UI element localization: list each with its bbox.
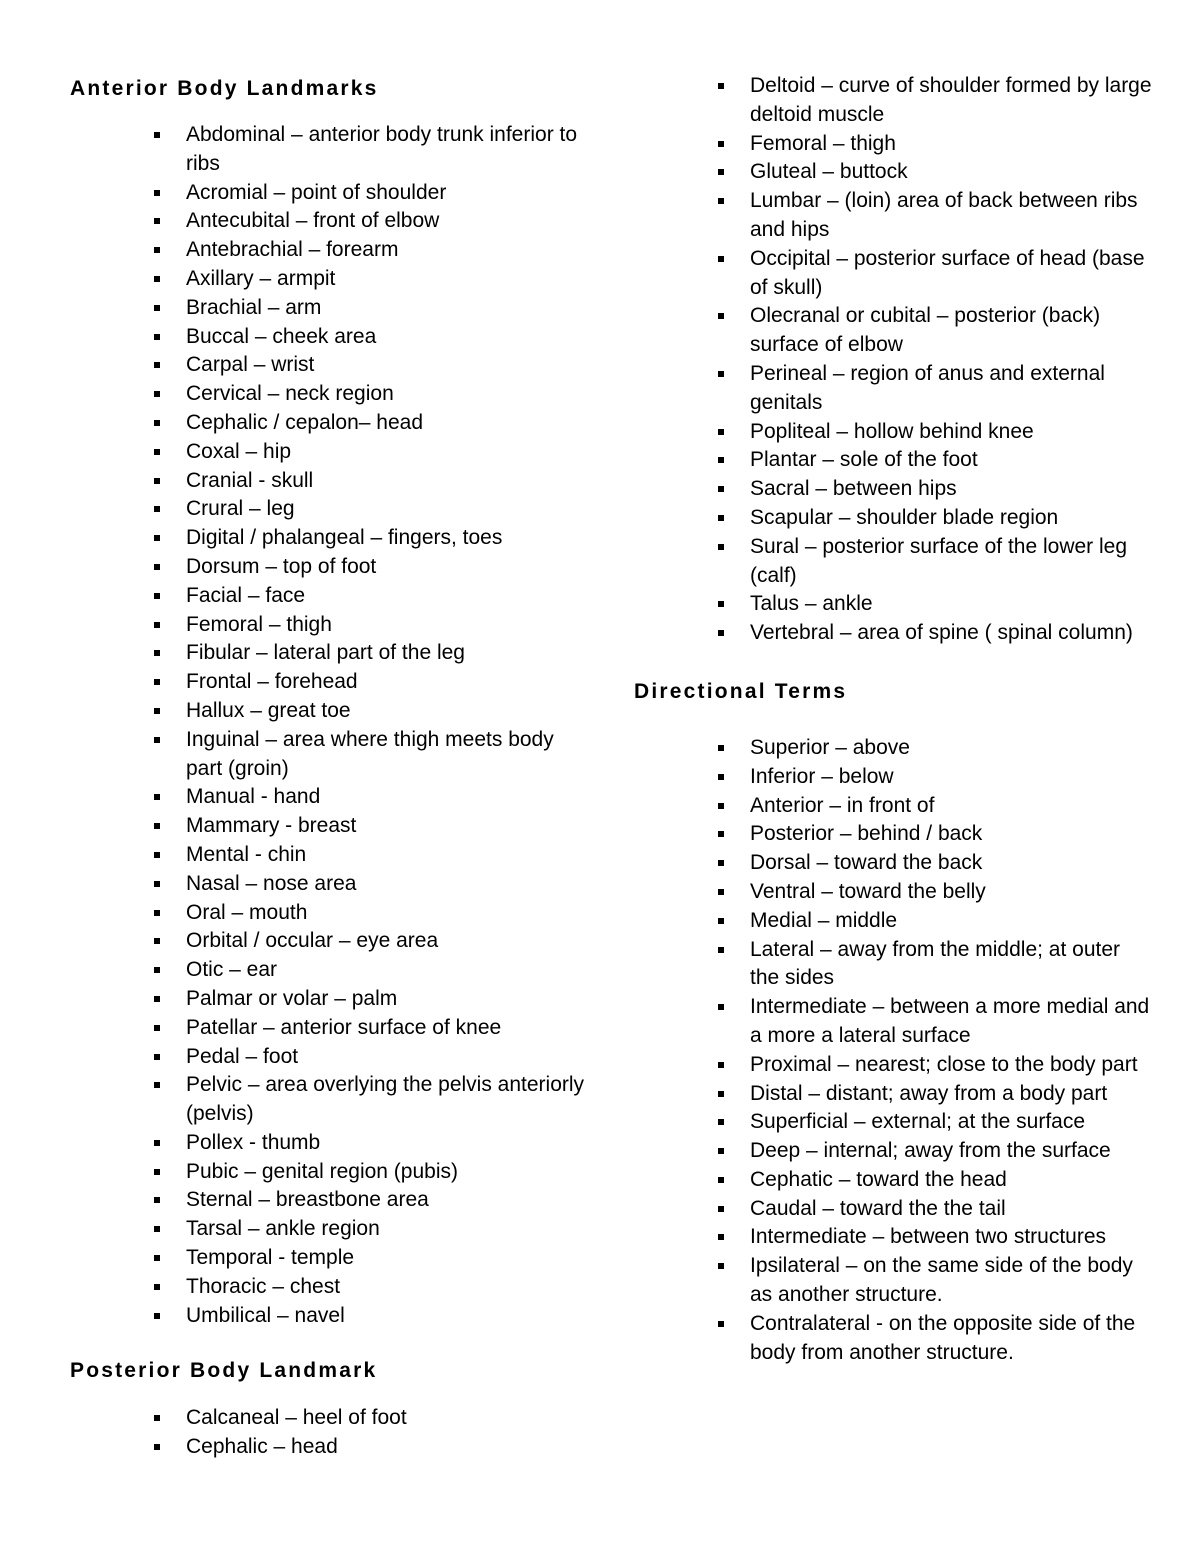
square-bullet-icon (718, 1004, 724, 1010)
term-list-item (70, 121, 590, 179)
square-bullet-icon (718, 1091, 724, 1097)
square-bullet-icon (154, 1025, 160, 1031)
term-text: Ventral – toward the belly (750, 879, 986, 903)
term-list-item (634, 245, 1154, 303)
term-list-item (634, 187, 1154, 245)
term-text: Superficial – external; at the surface (750, 1110, 1086, 1134)
term-list-item (70, 668, 590, 697)
term-list-item (70, 467, 590, 496)
term-text: Nasal – nose area (186, 871, 357, 895)
term-list-item (634, 475, 1154, 504)
term-text: Olecranal or cubital – posterior (back) surface of elbow (750, 304, 1101, 357)
term-list-item (634, 158, 1154, 187)
term-text: Sural – posterior surface of the lower leg (calf) (750, 534, 1128, 587)
term-text: Anterior – in front of (750, 793, 935, 817)
term-text: Abdominal – anterior body trunk inferior to ribs (186, 123, 578, 175)
square-bullet-icon (718, 457, 724, 463)
square-bullet-icon (154, 190, 160, 196)
square-bullet-icon (154, 334, 160, 340)
term-list-item (70, 1186, 590, 1215)
square-bullet-icon (154, 593, 160, 599)
term-text: Lumbar – (loin) area of back between ribs and hips (750, 189, 1138, 241)
square-bullet-icon (154, 1169, 160, 1175)
term-list-item (634, 302, 1154, 360)
square-bullet-icon (154, 852, 160, 858)
term-list-item (634, 907, 1154, 936)
square-bullet-icon (154, 247, 160, 253)
square-bullet-icon (154, 996, 160, 1002)
square-bullet-icon (718, 515, 724, 521)
term-text: Antebrachial – forearm (186, 238, 399, 262)
term-list-item (634, 1080, 1154, 1109)
term-list-item (70, 207, 590, 236)
term-text: Manual - hand (186, 785, 321, 809)
term-list-item (634, 446, 1154, 475)
square-bullet-icon (718, 947, 724, 953)
square-bullet-icon (154, 650, 160, 656)
term-list-item (70, 639, 590, 668)
square-bullet-icon (718, 486, 724, 492)
term-text: Occipital – posterior surface of head (base of skull) (750, 246, 1145, 299)
term-text: Contralateral - on the opposite side of the body from another structure. (750, 1311, 1136, 1364)
term-text: Facial – face (186, 583, 306, 607)
square-bullet-icon (154, 1444, 160, 1450)
square-bullet-icon (154, 305, 160, 311)
term-list-item (634, 72, 1154, 130)
term-text: Scapular – shoulder blade region (750, 505, 1059, 529)
term-list-item (70, 323, 590, 352)
term-list-item (70, 1433, 590, 1462)
square-bullet-icon (718, 630, 724, 636)
term-text: Cephalic – head (186, 1435, 338, 1459)
square-bullet-icon (154, 708, 160, 714)
posterior-section-title: Posterior Body Landmark (70, 1359, 378, 1383)
square-bullet-icon (154, 1140, 160, 1146)
term-text: Antecubital – front of elbow (186, 209, 440, 233)
square-bullet-icon (154, 1255, 160, 1261)
term-list-item (70, 899, 590, 928)
square-bullet-icon (154, 535, 160, 541)
term-text: Hallux – great toe (186, 698, 351, 722)
term-list-item (70, 236, 590, 265)
term-list-item (70, 409, 590, 438)
term-list-item (70, 841, 590, 870)
term-text: Deep – internal; away from the surface (750, 1139, 1111, 1163)
term-list-item (634, 1195, 1154, 1224)
square-bullet-icon (154, 564, 160, 570)
term-text: Otic – ear (186, 958, 278, 982)
term-text: Thoracic – chest (186, 1274, 341, 1298)
term-list-item (70, 351, 590, 380)
square-bullet-icon (154, 132, 160, 138)
term-text: Inferior – below (750, 764, 894, 788)
term-list-item (70, 812, 590, 841)
term-list-item (70, 1244, 590, 1273)
term-list-item (70, 582, 590, 611)
term-text: Cephatic – toward the head (750, 1167, 1007, 1191)
anterior-section-title: Anterior Body Landmarks (70, 77, 379, 100)
term-list-item (634, 820, 1154, 849)
term-text: Lateral – away from the middle; at outer the sides (750, 937, 1121, 990)
term-list-item (70, 985, 590, 1014)
square-bullet-icon (154, 938, 160, 944)
square-bullet-icon (718, 1263, 724, 1269)
term-text: Mental - chin (186, 842, 307, 866)
term-list-item (70, 1273, 590, 1302)
term-list-item (70, 294, 590, 323)
term-list-item (70, 438, 590, 467)
term-text: Femoral – thigh (186, 612, 332, 636)
square-bullet-icon (718, 601, 724, 607)
term-text: Posterior – behind / back (750, 822, 983, 846)
square-bullet-icon (154, 823, 160, 829)
term-list-item (634, 1166, 1154, 1195)
square-bullet-icon (154, 910, 160, 916)
term-text: Femoral – thigh (750, 131, 896, 155)
term-list-item (70, 1215, 590, 1244)
term-list-item (70, 380, 590, 409)
term-text: Sternal – breastbone area (186, 1188, 429, 1212)
term-list-item (634, 792, 1154, 821)
term-text: Deltoid – curve of shoulder formed by large deltoid muscle (750, 74, 1152, 126)
term-list-item (70, 179, 590, 208)
term-text: Palmar or volar – palm (186, 986, 398, 1010)
term-text: Caudal – toward the the tail (750, 1196, 1006, 1220)
term-text: Brachial – arm (186, 295, 322, 319)
term-text: Superior – above (750, 735, 910, 759)
term-text: Inguinal – area where thigh meets body part (groin) (186, 727, 554, 780)
term-list-item (634, 418, 1154, 447)
directional-section-title: Directional Terms (634, 679, 848, 703)
term-list-item (70, 870, 590, 899)
square-bullet-icon (154, 1082, 160, 1088)
term-text: Temporal - temple (186, 1246, 355, 1270)
right-column (634, 0, 1154, 1367)
term-list-item (70, 956, 590, 985)
term-text: Fibular – lateral part of the leg (186, 641, 465, 665)
square-bullet-icon (154, 478, 160, 484)
square-bullet-icon (718, 544, 724, 550)
square-bullet-icon (154, 794, 160, 800)
term-text: Oral – mouth (186, 900, 308, 924)
square-bullet-icon (154, 420, 160, 426)
term-text: Proximal – nearest; close to the body part (750, 1052, 1138, 1076)
square-bullet-icon (154, 881, 160, 887)
term-text: Orbital / occular – eye area (186, 929, 439, 953)
square-bullet-icon (154, 622, 160, 628)
square-bullet-icon (718, 1234, 724, 1240)
term-list-item (70, 726, 590, 784)
square-bullet-icon (718, 745, 724, 751)
term-text: Distal – distant; away from a body part (750, 1081, 1108, 1105)
square-bullet-icon (718, 256, 724, 262)
term-list-item (70, 1014, 590, 1043)
term-list-item (634, 1252, 1154, 1310)
term-list-item (634, 849, 1154, 878)
term-text: Buccal – cheek area (186, 324, 377, 348)
square-bullet-icon (154, 1313, 160, 1319)
square-bullet-icon (154, 506, 160, 512)
term-list-item (70, 265, 590, 294)
square-bullet-icon (154, 737, 160, 743)
anterior-term-list (70, 121, 590, 1330)
term-list-item (634, 878, 1154, 907)
square-bullet-icon (154, 218, 160, 224)
term-list-item (634, 993, 1154, 1051)
square-bullet-icon (718, 860, 724, 866)
square-bullet-icon (154, 1226, 160, 1232)
term-text: Dorsal – toward the back (750, 851, 983, 875)
square-bullet-icon (718, 1062, 724, 1068)
term-text: Dorsum – top of foot (186, 554, 377, 578)
square-bullet-icon (718, 169, 724, 175)
square-bullet-icon (718, 1321, 724, 1327)
square-bullet-icon (154, 679, 160, 685)
term-text: Umbilical – navel (186, 1303, 345, 1327)
posterior-term-list (70, 1404, 590, 1462)
square-bullet-icon (718, 774, 724, 780)
square-bullet-icon (154, 1415, 160, 1421)
term-list-item (70, 927, 590, 956)
term-list-item (634, 1223, 1154, 1252)
term-list-item (70, 524, 590, 553)
term-text: Pelvic – area overlying the pelvis anteriorly (pelvis) (186, 1073, 585, 1126)
posterior-term-list-continued (634, 72, 1154, 648)
term-list-item (70, 553, 590, 582)
square-bullet-icon (718, 831, 724, 837)
directional-term-list (634, 734, 1154, 1368)
term-text: Medial – middle (750, 908, 898, 932)
term-text: Crural – leg (186, 497, 295, 521)
term-list-item (70, 1043, 590, 1072)
term-list-item (634, 1310, 1154, 1368)
term-text: Pedal – foot (186, 1044, 299, 1068)
term-text: Patellar – anterior surface of knee (186, 1015, 502, 1039)
term-text: Cervical – neck region (186, 382, 394, 406)
square-bullet-icon (154, 276, 160, 282)
term-list-item (70, 697, 590, 726)
term-list-item (634, 130, 1154, 159)
square-bullet-icon (718, 1177, 724, 1183)
square-bullet-icon (718, 1206, 724, 1212)
term-text: Intermediate – between two structures (750, 1225, 1107, 1249)
square-bullet-icon (718, 803, 724, 809)
term-text: Coxal – hip (186, 439, 292, 463)
square-bullet-icon (718, 141, 724, 147)
square-bullet-icon (718, 83, 724, 89)
square-bullet-icon (718, 429, 724, 435)
term-list-item (634, 504, 1154, 533)
term-list-item (70, 783, 590, 812)
term-list-item (70, 1071, 590, 1129)
term-text: Calcaneal – heel of foot (186, 1406, 407, 1430)
square-bullet-icon (154, 362, 160, 368)
term-text: Gluteal – buttock (750, 160, 908, 184)
term-text: Talus – ankle (750, 592, 873, 616)
term-text: Carpal – wrist (186, 353, 315, 377)
square-bullet-icon (154, 1197, 160, 1203)
term-text: Cranial - skull (186, 468, 314, 492)
term-list-item (70, 495, 590, 524)
term-list-item (70, 611, 590, 640)
square-bullet-icon (718, 889, 724, 895)
term-list-item (634, 1108, 1154, 1137)
term-list-item (70, 1158, 590, 1187)
square-bullet-icon (154, 449, 160, 455)
term-text: Popliteal – hollow behind knee (750, 419, 1034, 443)
square-bullet-icon (718, 1119, 724, 1125)
term-list-item (634, 619, 1154, 648)
square-bullet-icon (154, 391, 160, 397)
square-bullet-icon (718, 918, 724, 924)
term-text: Acromial – point of shoulder (186, 180, 447, 204)
term-list-item (70, 1302, 590, 1331)
square-bullet-icon (154, 967, 160, 973)
term-list-item (634, 533, 1154, 591)
square-bullet-icon (154, 1284, 160, 1290)
term-list-item (70, 1404, 590, 1433)
term-list-item (70, 1129, 590, 1158)
term-text: Pubic – genital region (pubis) (186, 1159, 458, 1183)
term-text: Mammary - breast (186, 814, 357, 838)
term-list-item (634, 360, 1154, 418)
square-bullet-icon (718, 371, 724, 377)
term-list-item (634, 763, 1154, 792)
term-text: Cephalic / cepalon– head (186, 410, 424, 434)
term-text: Vertebral – area of spine ( spinal column) (750, 621, 1133, 645)
term-list-item (634, 1051, 1154, 1080)
term-text: Intermediate – between a more medial and a more a lateral surface (750, 995, 1150, 1047)
term-list-item (634, 936, 1154, 994)
term-list-item (634, 590, 1154, 619)
term-text: Pollex - thumb (186, 1130, 321, 1154)
term-text: Plantar – sole of the foot (750, 448, 978, 472)
square-bullet-icon (718, 313, 724, 319)
term-text: Axillary – armpit (186, 266, 336, 290)
term-list-item (634, 734, 1154, 763)
term-text: Ipsilateral – on the same side of the body as another structure. (750, 1254, 1133, 1307)
square-bullet-icon (718, 198, 724, 204)
square-bullet-icon (718, 1148, 724, 1154)
term-list-item (634, 1137, 1154, 1166)
term-text: Perineal – region of anus and external genitals (750, 361, 1105, 414)
term-text: Digital / phalangeal – fingers, toes (186, 526, 503, 550)
square-bullet-icon (154, 1054, 160, 1060)
left-column (70, 0, 590, 1462)
term-text: Sacral – between hips (750, 477, 957, 501)
term-text: Frontal – forehead (186, 670, 358, 694)
term-text: Tarsal – ankle region (186, 1217, 380, 1241)
